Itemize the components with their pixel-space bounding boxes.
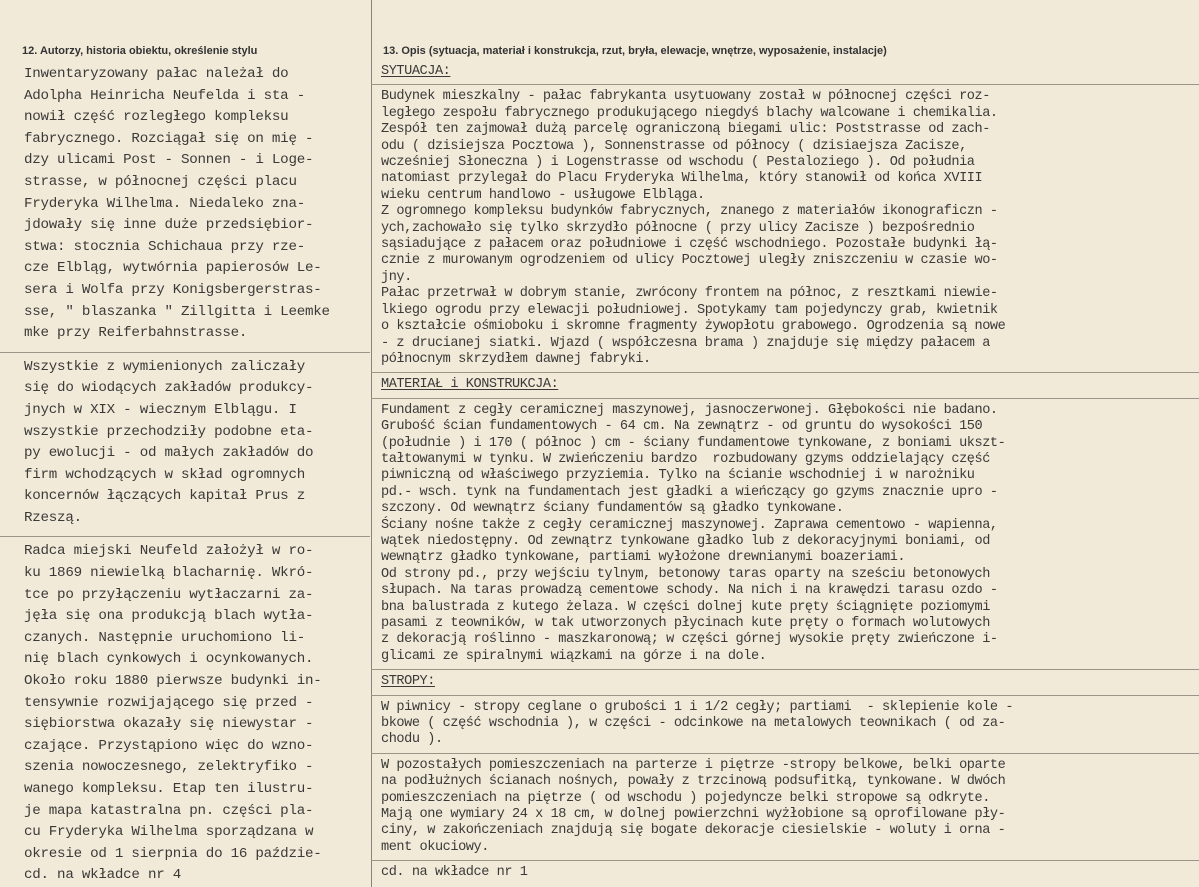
text-line: mke przy Reiferbahnstrasse. [24,325,248,342]
text-line: tensywnie rozwijającego się przed - [24,694,314,711]
sytuacja-section [381,89,1195,368]
text-line: północnym skrzydłem dawnej fabryki. [381,351,651,367]
row-divider [0,529,370,537]
text-line: tce po przyłączeniu wytłaczarni za- [24,586,314,603]
text-line: cze Elbląg, wytwórnia papierosów Le- [24,260,322,277]
text-line: słupach. Na taras prowadzą cementowe schody. Na nich i na krawędzi tarasu ozdo - [381,583,998,599]
text-line: Fundament z cegły ceramicznej maszynowej, jasnoczerwonej. Głębokości nie badano. [381,402,998,418]
text-line: firm wchodzących w skład ogromnych [24,466,305,483]
text-line: szczony. Od wewnątrz ściany fundamentów są gładko tynkowane. [381,501,844,517]
section-heading-material: MATERIAŁ i KONSTRUKCJA: [381,377,559,393]
text-line: tałtowanymi w tynku. W zwieńczeniu bardzo rozbudowany gzyms oddzielający część [381,451,990,467]
text-line: W piwnicy - stropy ceglane o grubości 1 i 1/2 cegły; partiami - sklepienie kole - [381,699,1014,715]
text-line: pomieszczeniach na piętrze ( od wschodu ) pojedyncze belki stropowe są odkryte. [381,790,990,806]
text-line: je mapa katastralna pn. części pla- [24,802,314,819]
text-line: się do wiodących zakładów produkcy- [24,380,314,397]
text-line: jdowały się inne duże przedsiębior- [24,217,314,234]
text-line: py ewolucji - od małych zakładów do [24,445,314,462]
row-divider [371,860,1199,861]
row-divider [371,753,1199,754]
text-line: piwniczną od właściwego przyziemia. Tylko na ścianie wschodniej i w narożniku [381,468,975,484]
text-line: Zespół ten zajmował dużą parcelę ograniczoną biegami ulic: Poststrasse od zach- [381,122,990,138]
text-line: glicami ze spiralnymi wiązkami na górze i na dole. [381,648,767,664]
text-line: cu Fryderyka Wilhelma sporządzana w [24,824,314,841]
history-column [0,0,372,887]
text-line: sse, " blaszanka " Zillgitta i Leemke [24,303,330,320]
text-line: pasami z teowników, w tak utworzonych płycinach kute pręty o formach wolutowych [381,616,990,631]
text-line: ciny, w zakończeniach znajdują się bogate dekoracje ciesielskie - woluty i orna - [381,823,1006,839]
text-line: z dekoracją roślinno - maszkaronową; w części górnej wysokie pręty zwieńczone i- [381,632,998,648]
text-line: Mają one wymiary 24 x 18 cm, w dolnej powierzchni wyżłobione są oprofilowane pły- [381,807,1006,823]
text-line: bna balustrada z kutego żelaza. W części dolnej kute pręty ściągnięte poziomymi [381,599,990,615]
text-line: stwa: stocznia Schichaua przy rze- [24,238,305,255]
row-divider [0,345,370,353]
text-line: Budynek mieszkalny - pałac fabrykanta usytuowany został w północnej części roz- [381,89,990,105]
text-line: nię blach cynkowych i ocynkowanych. [24,651,314,668]
text-line: Fryderyka Wilhelma. Niedaleko zna- [24,195,305,212]
text-line: czanych. Następnie uruchomiono li- [24,629,305,646]
text-line: W pozostałych pomieszczeniach na parterze i piętrze -stropy belkowe, belki oparte [381,757,1006,773]
text-line: - z drucianej siatki. Wjazd ( współczesna brama ) znajduje się między pałacem a [381,335,990,351]
history-text [24,64,366,887]
text-line: (południe ) i 170 ( północ ) cm - ściany fundamentowe tynkowane, z boniami ukszt- [381,435,1006,451]
text-line: Od strony pd., przy wejściu tylnym, betonowy taras oparty na sześciu betonowych [381,566,990,582]
description-field-label: 13. Opis (sytuacja, materiał i konstrukcja, rzut, bryła, elewacje, wnętrze, wyposażenie, instalacje) [383,45,887,57]
continued-note: cd. na wkładce nr 1 [381,865,528,881]
text-line: Inwentaryzowany pałac należał do [24,66,289,82]
text-line: ku 1869 niewielką blacharnię. Wkró- [24,565,314,582]
text-line: Radca miejski Neufeld założył w ro- [24,543,314,560]
stropy-section [381,700,1195,749]
text-line: okresie od 1 sierpnia do 16 paździe- [24,845,322,862]
text-line: strasse, w północnej części placu [24,173,297,190]
text-line: sąsiadujące z pałacem oraz południowe i część wschodniego. Pozostałe budynki łą- [381,237,998,253]
text-line: Rzeszą. [24,509,82,526]
history-paragraph-2 [24,357,366,530]
text-line: bkowe ( część wschodnia ), w części - odcinkowe na metalowych teownikach ( od za- [381,716,1006,732]
text-line: cznie z murowanym ogrodzeniem od ulicy Pocztowej uległy zniszczeniu w czasie wo- [381,253,998,269]
row-divider [371,669,1199,670]
text-line: Adolpha Heinricha Neufelda i sta - [24,87,305,104]
text-line: o kształcie ośmioboku i skromne fragmenty żywopłotu grabowego. Ogrodzenia są nowe [381,319,1006,335]
text-line: Wszystkie z wymienionych zaliczały [24,358,305,375]
text-line: wewnątrz gładko tynkowane, partiami wyłożone drewnianymi boazeriami. [381,550,906,566]
text-line: ych,zachowało się tylko skrzydło północne ( przy ulicy Zacisze ) bezpośrednio [381,220,975,236]
text-line: chodu ). [381,732,443,748]
row-divider [371,84,1199,85]
description-text [381,64,1195,882]
text-line: ległego zespołu fabrycznego produkującego niegdyś blachy walcowane i chemikalia. [381,105,998,121]
text-line: wieku centrum handlowo - usługowe Elbląga. [381,187,705,203]
text-line: jny. [381,269,412,285]
section-heading-sytuacja: SYTUACJA: [381,64,451,79]
text-line: odu ( dzisiejsza Pocztowa ), Sonnenstrasse od północy ( dzisiaejsza Zacisze, [381,138,967,154]
text-line: Z ogromnego kompleksu budynków fabrycznych, znanego z materiałów ikonograficzn - [381,204,998,220]
text-line: nowił część rozległego kompleksu [24,109,289,126]
text-line: pd.- wsch. tynk na fundamentach jest gładki a wieńczący go gzyms znacznie upro - [381,484,998,500]
text-line: natomiast przylegał do Placu Fryderyka Wilhelma, który stanowił od końca XVIII [381,171,983,187]
text-line: wszystkie przechodziły podobne eta- [24,423,314,440]
text-line: fabrycznego. Rozciągał się on mię - [24,130,314,147]
text-line: wanego kompleksu. Etap ten ilustru- [24,781,314,797]
history-paragraph-1 [24,64,366,345]
text-line: jęła się ona produkcją blach wytła- [24,608,314,625]
continued-note: cd. na wkładce nr 4 [24,867,182,884]
text-line: Ściany nośne także z cegły ceramicznej maszynowej. Zaprawa cementowo - wapienna, [381,517,998,533]
text-line: dzy ulicami Post - Sonnen - i Loge- [24,152,314,169]
text-line: czające. Przystąpiono więc do wzno- [24,737,314,754]
text-line: ment okuciowy. [381,839,489,855]
material-section [381,403,1195,666]
row-divider [371,695,1199,696]
text-line: na podłużnych ścianach nośnych, powały z trzcinową podsufitką, tynkowane. W dwóch [381,774,1006,790]
text-line: Grubość ścian fundamentowych - 64 cm. Na zewnątrz - od gruntu do wysokości 150 [381,419,983,435]
text-line: wątek niedostępny. Od zewnątrz tynkowane gładko lub z dekoracyjnymi boniami, od [381,533,990,549]
text-line: koncernów łączących kapitał Prus z [24,488,305,505]
text-line: szenia nowoczesnego, zelektryfiko - [24,759,314,776]
stropy-section-2 [381,758,1195,856]
text-line: wcześniej Słoneczna ) i Logenstrasse od wschodu ( Pestaloziego ). Od południa [381,155,975,171]
text-line: lkiego ogrodu przy elewacji południowej. Spotykamy tam pojedynczy grab, kwietnik [381,302,998,318]
text-line: siębiorstwa okazały się niewystar - [24,716,314,733]
text-line: Około roku 1880 pierwsze budynki in- [24,673,322,690]
section-heading-stropy: STROPY: [381,674,435,690]
row-divider [371,398,1199,399]
text-line: Pałac przetrwał w dobrym stanie, zwrócony frontem na północ, z resztkami niewie- [381,286,998,302]
text-line: jnych w XIX - wiecznym Elblągu. I [24,401,297,418]
description-column [373,0,1199,887]
text-line: sera i Wolfa przy Konigsbergerstras- [24,281,322,298]
row-divider [371,372,1199,373]
history-paragraph-3 [24,541,366,887]
history-field-label: 12. Autorzy, historia obiektu, określenie stylu [22,45,258,57]
